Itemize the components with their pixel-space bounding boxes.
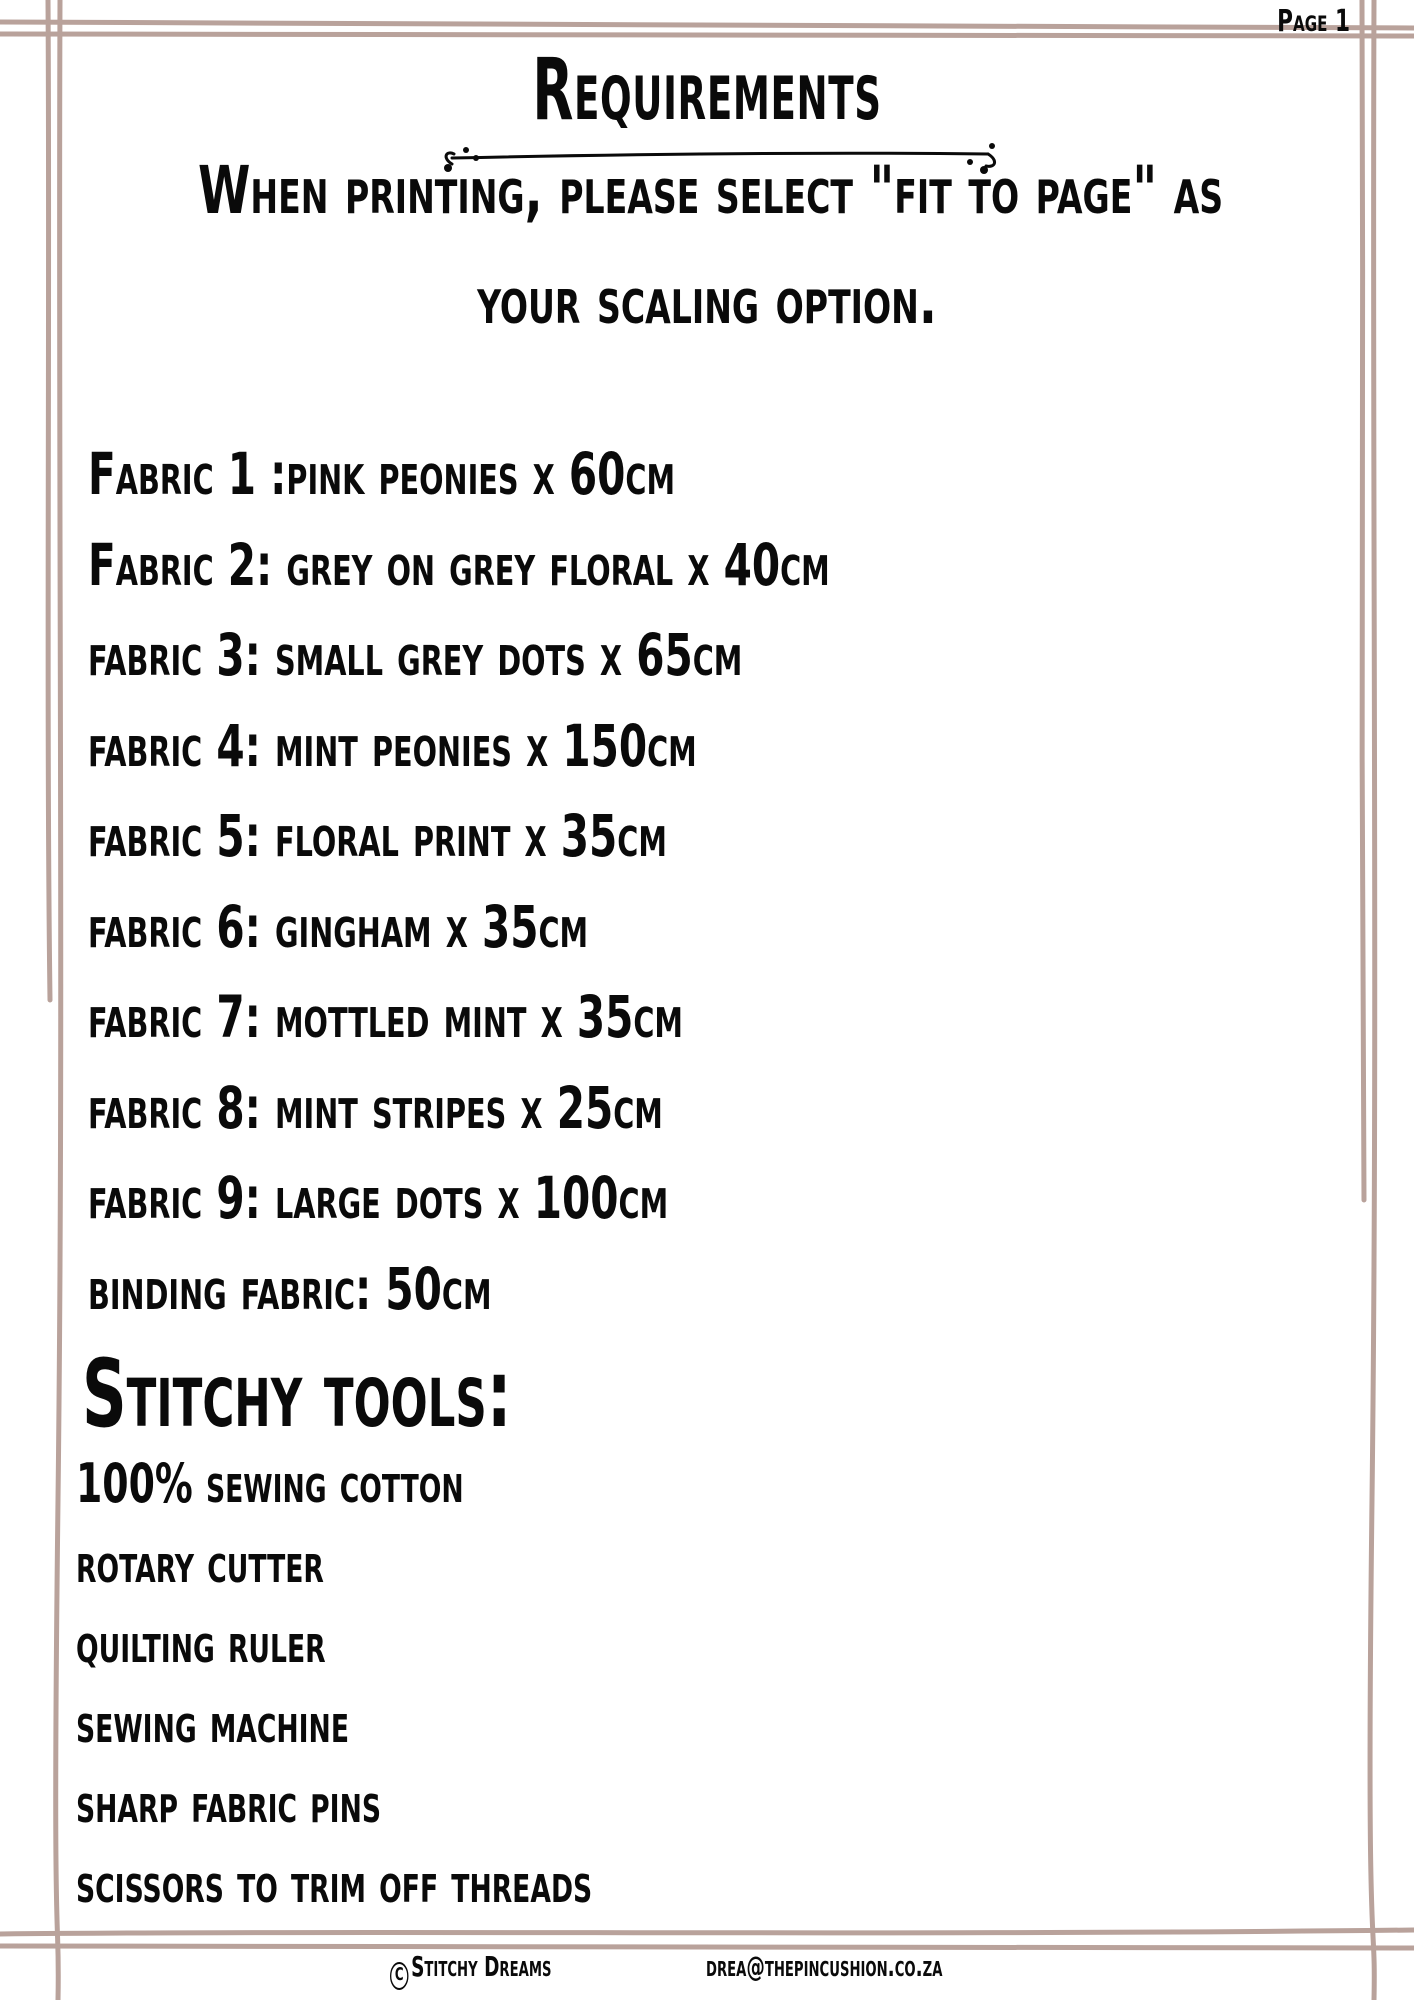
tool-item: sewing machine [76,1692,349,1755]
fabric-item: Fabric 2: grey on grey floral x 40cm [88,530,830,599]
copyright-icon: C [390,1962,408,1990]
fabric-item: fabric 3: small grey dots x 65cm [88,621,743,689]
tool-item: quilting ruler [76,1612,326,1675]
printing-note-line-1: When printing, please select "fit to page" as [197,152,1224,229]
fabric-item: fabric 5: floral print x 35cm [88,802,667,870]
brand-name: Stitchy Dreams [411,1950,552,1983]
fabric-item: fabric 4: mint peonies x 150cm [88,711,697,780]
tools-list [76,1452,813,1932]
page-number: Page 1 [1277,4,1350,39]
printing-note-line-2: your scaling option. [477,262,937,339]
footer-email: drea@thepincushion.co.za [706,1950,943,1983]
footer-brand [390,1950,551,1990]
fabric-item: fabric 9: large dots x 100cm [88,1164,669,1232]
tool-item: scissors to trim off threads [76,1852,593,1915]
tool-item: rotary cutter [76,1532,324,1595]
fabric-item: Fabric 1 :pink peonies x 60cm [88,440,676,508]
fabric-requirements-list [88,440,1148,1345]
title-block [0,40,1414,150]
fabric-item: fabric 7: mottled mint x 35cm [88,983,683,1051]
tool-item: sharp fabric pins [76,1772,382,1835]
tool-item: 100% sewing cotton [76,1452,464,1515]
fabric-item: fabric 8: mint stripes x 25cm [88,1073,663,1142]
binding-fabric-item: binding fabric: 50cm [88,1254,492,1323]
tools-heading: Stitchy tools: [82,1340,512,1449]
fabric-item: fabric 6: gingham x 35cm [88,892,589,961]
page-title: Requirements [532,40,882,140]
